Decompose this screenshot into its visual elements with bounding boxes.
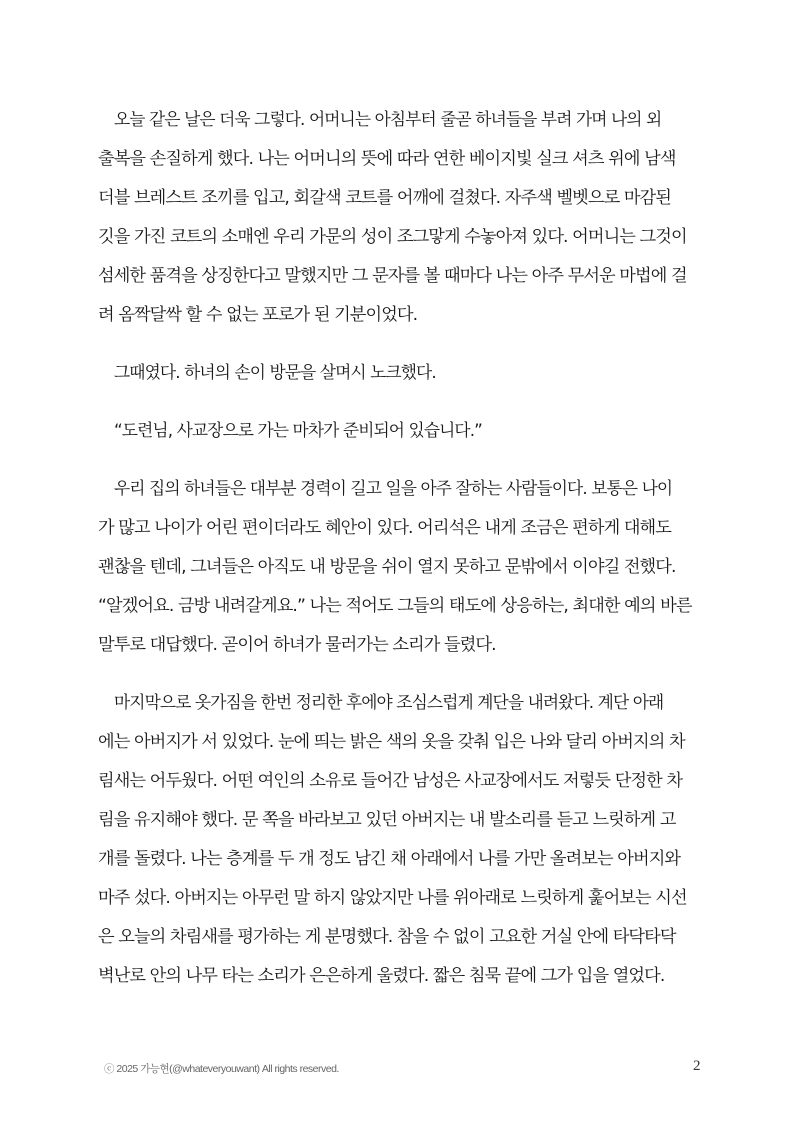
paragraph-1-line: 깃을 가진 코트의 소매엔 우리 가문의 성이 조그맣게 수놓아져 있다. 어머니는 그것이	[98, 227, 687, 247]
paragraph-4-line: 우리 집의 하녀들은 대부분 경력이 길고 일을 아주 잘하는 사람들이다. 보통은 나이	[114, 479, 673, 499]
paragraph-4-line: “알겠어요. 금방 내려갈게요.” 나는 적어도 그들의 태도에 상응하는, 최대한 예의 바른	[98, 596, 692, 616]
paragraph-5-line: 개를 돌렸다. 나는 층계를 두 개 정도 남긴 채 아래에서 나를 가만 올려보는 아버지와	[98, 849, 681, 869]
paragraph-2-line: 그때였다. 하녀의 손이 방문을 살며시 노크했다.	[114, 363, 436, 383]
paragraph-4-line: 말투로 대답했다. 곧이어 하녀가 물러가는 소리가 들렸다.	[98, 635, 496, 655]
copyright-notice: ⓒ 2025 가능현(@whateveryouwant) All rights reserved.	[104, 1063, 339, 1075]
page-number: 2	[693, 1058, 701, 1074]
paragraph-5-line: 림을 유지해야 했다. 문 쪽을 바라보고 있던 아버지는 내 발소리를 듣고 느릿하게 고	[98, 810, 676, 830]
paragraph-4-line: 가 많고 나이가 어린 편이더라도 혜안이 있다. 어리석은 내게 조금은 편하게 대해도	[98, 518, 671, 538]
paragraph-1-line: 오늘 같은 날은 더욱 그렇다. 어머니는 아침부터 줄곧 하녀들을 부려 가며 나의 외	[114, 110, 662, 130]
dialogue-line: “도련님, 사교장으로 가는 마차가 준비되어 있습니다.”	[114, 421, 482, 441]
paragraph-1-line: 출복을 손질하게 했다. 나는 어머니의 뜻에 따라 연한 베이지빛 실크 셔츠 위에 남색	[98, 149, 676, 169]
paragraph-5-line: 림새는 어두웠다. 어떤 여인의 소유로 들어간 남성은 사교장에서도 저렇듯 단정한 차	[98, 771, 683, 791]
paragraph-5-line: 마지막으로 옷가짐을 한번 정리한 후에야 조심스럽게 계단을 내려왔다. 계단 아래	[114, 693, 664, 713]
paragraph-5-line: 은 오늘의 차림새를 평가하는 게 분명했다. 참을 수 없이 고요한 거실 안에 타닥타닥	[98, 927, 676, 947]
paragraph-4-line: 괜찮을 텐데, 그녀들은 아직도 내 방문을 쉬이 열지 못하고 문밖에서 이야길 전했다.	[98, 557, 676, 577]
paragraph-1-line: 려 옴짝달싹 할 수 없는 포로가 된 기분이었다.	[98, 305, 418, 325]
paragraph-5-line: 마주 섰다. 아버지는 아무런 말 하지 않았지만 나를 위아래로 느릿하게 훑어보는 시선	[98, 888, 687, 908]
paragraph-5-line: 에는 아버지가 서 있었다. 눈에 띄는 밝은 색의 옷을 갖춰 입은 나와 달리 아버지의 차	[98, 732, 685, 752]
paragraph-1-line: 더블 브레스트 조끼를 입고, 회갈색 코트를 어깨에 걸쳤다. 자주색 벨벳으로 마감된	[98, 188, 671, 208]
paragraph-1-line: 섬세한 품격을 상징한다고 말했지만 그 문자를 볼 때마다 나는 아주 무서운 마법에 걸	[98, 266, 687, 286]
paragraph-5-line: 벽난로 안의 나무 타는 소리가 은은하게 울렸다. 짧은 침묵 끝에 그가 입을 열었다.	[98, 966, 665, 986]
